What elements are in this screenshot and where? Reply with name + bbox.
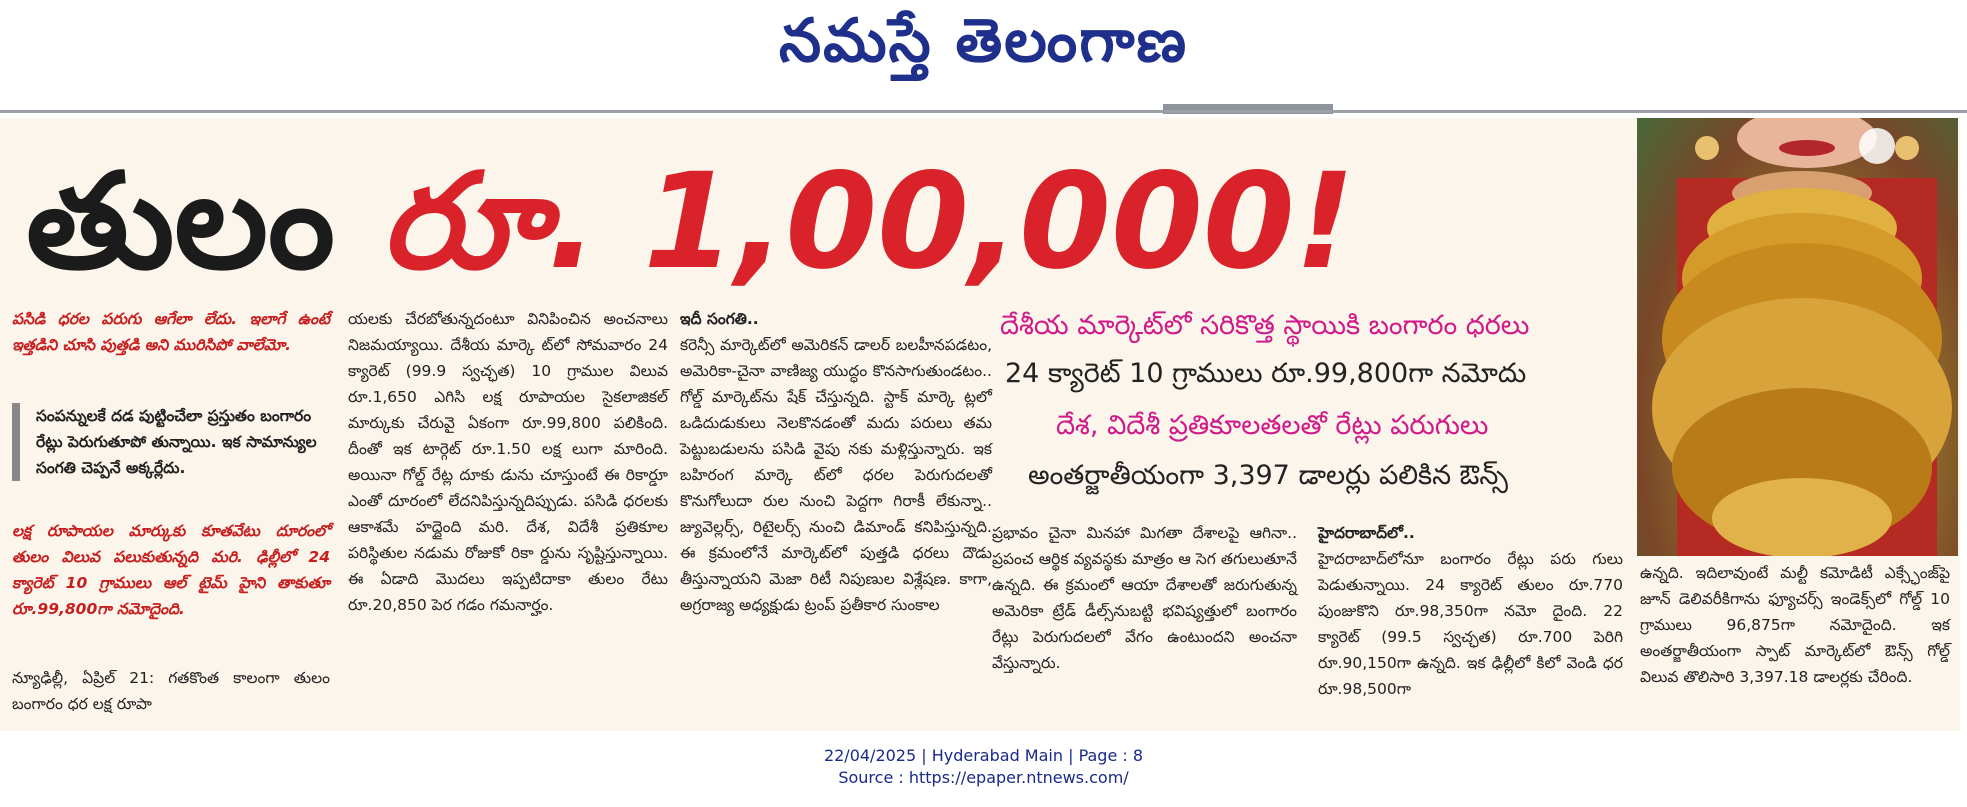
jewellery-illustration <box>1637 118 1958 556</box>
masthead <box>0 6 1967 76</box>
headline-part-black: తులం <box>26 145 381 299</box>
headline-part-red: రూ. 1,00,000! <box>380 145 1355 299</box>
column-4-text: ప్రభావం చైనా మినహా మిగతా దేశాలపై ఆగినా.. ప్రపంచ ఆర్థిక వ్యవస్థకు మాత్రం ఆ సెగ తగులుతూనే ఉన్నది. ఈ క్రమంలో ఆయా దేశాలతో జరుగుతున్న అమెరికా ట్రేడ్ డీల్స్‌నుబట్టి భవిష్యత్తులో బంగారం రేట్లు పెరుగుదలలో వేగం ఉంటుందని అంచనా వేస్తున్నారు. <box>992 524 1297 672</box>
intro-lead: పసిడి ధరల పరుగు ఆగేలా లేదు. ఇలాగే ఉంటే ఇత్తడిని చూసి పుత్తడి అని మురిసిపో వాలేమో. <box>12 310 330 354</box>
column-3-heading: ఇదీ సంగతి.. <box>680 310 759 328</box>
column-3 <box>680 306 992 618</box>
subhead-4: అంతర్జాతీయంగా 3,397 డాలర్లు పలికిన ఔన్స్ <box>1028 460 1509 491</box>
headline <box>26 140 1355 305</box>
column-1-text: న్యూఢిల్లీ, ఏప్రిల్ 21: గతకొంత కాలంగా తులం బంగారం ధర లక్ష రూపా <box>12 669 330 713</box>
column-5-text: హైదరాబాద్‌లోనూ బంగారం రేట్లు పరు గులు పెడుతున్నాయి. 24 క్యారెట్ తులం రూ.770 పుంజుకొని రూ.98,350గా నమో దైంది. 22 క్యారెట్ (99.5 స్వచ్ఛత) రూ.700 పెరిగి రూ.90,150గా ఉన్నది. ఇక ఢిల్లీలో కిలో వెండి ధర రూ.98,500గా <box>1318 550 1623 698</box>
subhead-3: దేశ, విదేశీ ప్రతికూలతలతో రేట్లు పరుగులు <box>1056 410 1489 441</box>
gold-jewellery-photo <box>1637 118 1958 556</box>
subhead-2: 24 క్యారెట్ 10 గ్రాములు రూ.99,800గా నమోదు <box>1005 358 1527 389</box>
footer-dateline: 22/04/2025 | Hyderabad Main | Page : 8 <box>823 746 1144 765</box>
column-6 <box>1640 560 1950 690</box>
column-4 <box>992 520 1297 676</box>
newspaper-logo: నమస్తే తెలంగాణ <box>778 6 1189 76</box>
column-2-text: యలకు చేరబోతున్నదంటూ వినిపించిన అంచనాలు నిజమయ్యాయి. దేశీయ మార్కె ట్‌లో సోమవారం 24 క్యారెట్ (99.9 స్వచ్ఛత) 10 గ్రాముల విలువ రూ.1,650 ఎగిసి లక్ష రూపాయల సైకలాజికల్ మార్కుకు చేరువై ఏకంగా రూ.99,800 పలికింది. దీంతో ఇక టార్గెట్ రూ.1.50 లక్ష లుగా మారింది. అయినా గోల్డ్ రేట్ల దూకు డును చూస్తుంటే ఈ రికార్డూ ఎంతో దూరంలో లేదనిపిస్తున్నదిప్పుడు. పసిడి ధరలకు ఆకాశమే హద్దైంది మరి. దేశ, విదేశీ ప్రతికూల పరిస్థితుల నడుమ రోజుకో రికా ర్డును సృష్టిస్తున్నాయి. ఈ ఏడాది మొదలు ఇప్పటిదాకా తులం రేటు రూ.20,850 పెర గడం గమనార్హం. <box>348 310 668 614</box>
column-5-heading: హైదరాబాద్‌లో.. <box>1318 524 1415 542</box>
footer-source-link[interactable]: Source : https://epaper.ntnews.com/ <box>838 768 1129 787</box>
column-6-text: ఉన్నది. ఇదిలావుంటే మల్టీ కమోడిటీ ఎక్స్ఛేంజ్‌పై జూన్ డెలివరీకిగాను ఫ్యూచర్స్ ఇండెక్స్‌లో గోల్డ్ 10 గ్రాములు 96,875గా నమోదైంది. ఇక అంతర్జాతీయంగా స్పాట్ మార్కెట్‌లో ఔన్స్ గోల్డ్ విలువ తొలిసారి 3,397.18 డాలర్లకు చేరింది. <box>1640 564 1950 686</box>
column-1-body <box>12 665 330 717</box>
column-1-lead <box>12 306 330 358</box>
header-rule <box>0 110 1967 113</box>
column-3-text: కరెన్సీ మార్కెట్‌లో అమెరికన్ డాలర్ బలహీనపడటం, అమెరికా-చైనా వాణిజ్య యుద్ధం కొనసాగుతుండటం.. గోల్డ్ మార్కెట్‌ను షేక్ చేస్తున్నది. స్టాక్ మార్కె ట్లలో ఒడిదుడుకులు నెలకొనడంతో మదు పరులు తమ పెట్టుబడులను పసిడి వైపు నకు మళ్లిస్తున్నారు. ఇక బహిరంగ మార్కె ట్‌లో ధరల పెరుగుదలతో కొనుగోలుదా రుల నుంచి పెద్దగా గిరాకీ లేకున్నా.. జ్యువెల్లర్స్, రిటైలర్స్ నుంచి డిమాండ్ కనిపిస్తున్నది. ఈ క్రమంలోనే మార్కెట్‌లో పుత్తడి ధరలు దౌడు తీస్తున్నాయని మెజా రిటీ నిపుణుల విశ్లేషణ. కాగా, అగ్రరాజ్య అధ్యక్షుడు ట్రంప్ ప్రతీకార సుంకాల <box>680 336 992 614</box>
column-2 <box>348 306 668 618</box>
column-5 <box>1318 520 1623 702</box>
pull-quote: సంపన్నులకే దడ పుట్టించేలా ప్రస్తుతం బంగారం రేట్లు పెరుగుతూపో తున్నాయి. ఇక సామాన్యుల సంగతి చెప్పనే అక్కర్లేదు. <box>12 403 336 481</box>
subhead-1: దేశీయ మార్కెట్‌లో సరికొత్త స్థాయికి బంగారం ధరలు <box>1000 310 1530 341</box>
intro-lead-2: లక్ష రూపాయల మార్కుకు కూతవేటు దూరంలో తులం విలువ పలుకుతున్నది మరి. ఢిల్లీలో 24 క్యారెట్ 10 గ్రాములు ఆల్ టైమ్ హైని తాకుతూ రూ.99,800గా నమోదైంది. <box>12 522 330 618</box>
column-1-lead-2 <box>12 518 330 622</box>
